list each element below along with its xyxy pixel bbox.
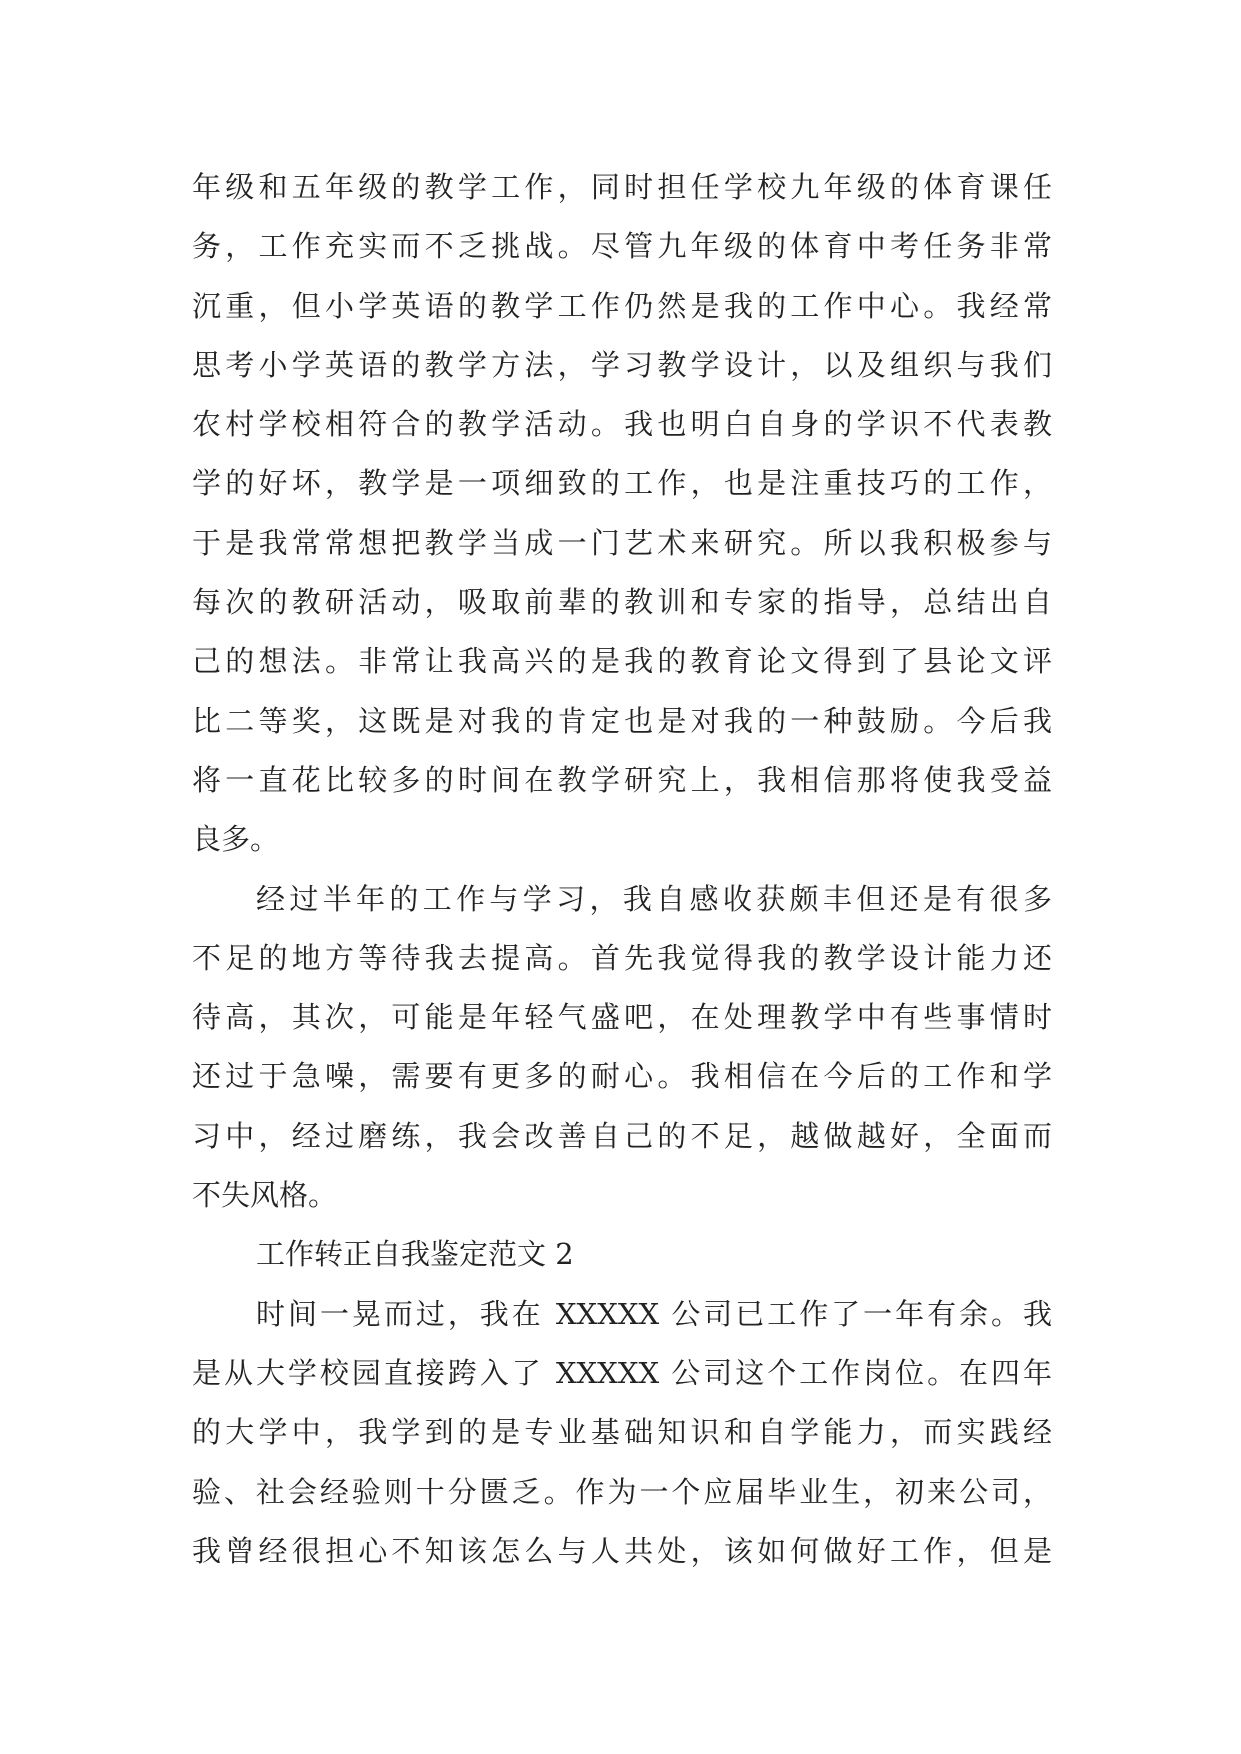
text-line: 务，工作充实而不乏挑战。尽管九年级的体育中考任务非常: [192, 229, 1052, 264]
text-line: 时间一晃而过，我在 XXXXX 公司已工作了一年有余。我: [256, 1296, 1052, 1331]
text-line: 学的好坏，教学是一项细致的工作，也是注重技巧的工作，: [192, 466, 1052, 501]
text-line: 待高，其次，可能是年轻气盛吧，在处理教学中有些事情时: [192, 1000, 1052, 1035]
text-line: 我曾经很担心不知该怎么与人共处，该如何做好工作，但是: [192, 1533, 1052, 1568]
text-line: 良多。: [192, 822, 280, 857]
text-line: 工作转正自我鉴定范文 2: [256, 1237, 574, 1272]
text-line: 的大学中，我学到的是专业基础知识和自学能力，而实践经: [192, 1415, 1052, 1450]
text-line: 沉重，但小学英语的教学工作仍然是我的工作中心。我经常: [192, 288, 1052, 323]
text-line: 还过于急噪，需要有更多的耐心。我相信在今后的工作和学: [192, 1059, 1052, 1094]
text-line: 是从大学校园直接跨入了 XXXXX 公司这个工作岗位。在四年: [192, 1355, 1052, 1390]
text-line: 比二等奖，这既是对我的肯定也是对我的一种鼓励。今后我: [192, 703, 1052, 738]
text-line: 经过半年的工作与学习，我自感收获颇丰但还是有很多: [256, 881, 1052, 916]
text-line: 将一直花比较多的时间在教学研究上，我相信那将使我受益: [192, 762, 1052, 797]
text-line: 年级和五年级的教学工作，同时担任学校九年级的体育课任: [192, 170, 1052, 204]
section-heading: [192, 1225, 1052, 1284]
paragraph: [192, 158, 1052, 870]
text-line: 验、社会经验则十分匮乏。作为一个应届毕业生，初来公司，: [192, 1474, 1052, 1509]
text-line: 不失风格。: [192, 1178, 338, 1213]
paragraph: [192, 1285, 1052, 1581]
text-line: 习中，经过磨练，我会改善自己的不足，越做越好，全面而: [192, 1118, 1052, 1153]
text-line: 于是我常常想把教学当成一门艺术来研究。所以我积极参与: [192, 525, 1052, 560]
document-body: [192, 158, 1052, 1581]
text-line: 农村学校相符合的教学活动。我也明白自身的学识不代表教: [192, 407, 1052, 442]
text-line: 不足的地方等待我去提高。首先我觉得我的教学设计能力还: [192, 940, 1052, 975]
text-line: 思考小学英语的教学方法，学习教学设计，以及组织与我们: [192, 347, 1052, 382]
text-line: 己的想法。非常让我高兴的是我的教育论文得到了县论文评: [192, 644, 1052, 679]
text-line: 每次的教研活动，吸取前辈的教训和专家的指导，总结出自: [192, 585, 1052, 620]
paragraph: [192, 870, 1052, 1226]
